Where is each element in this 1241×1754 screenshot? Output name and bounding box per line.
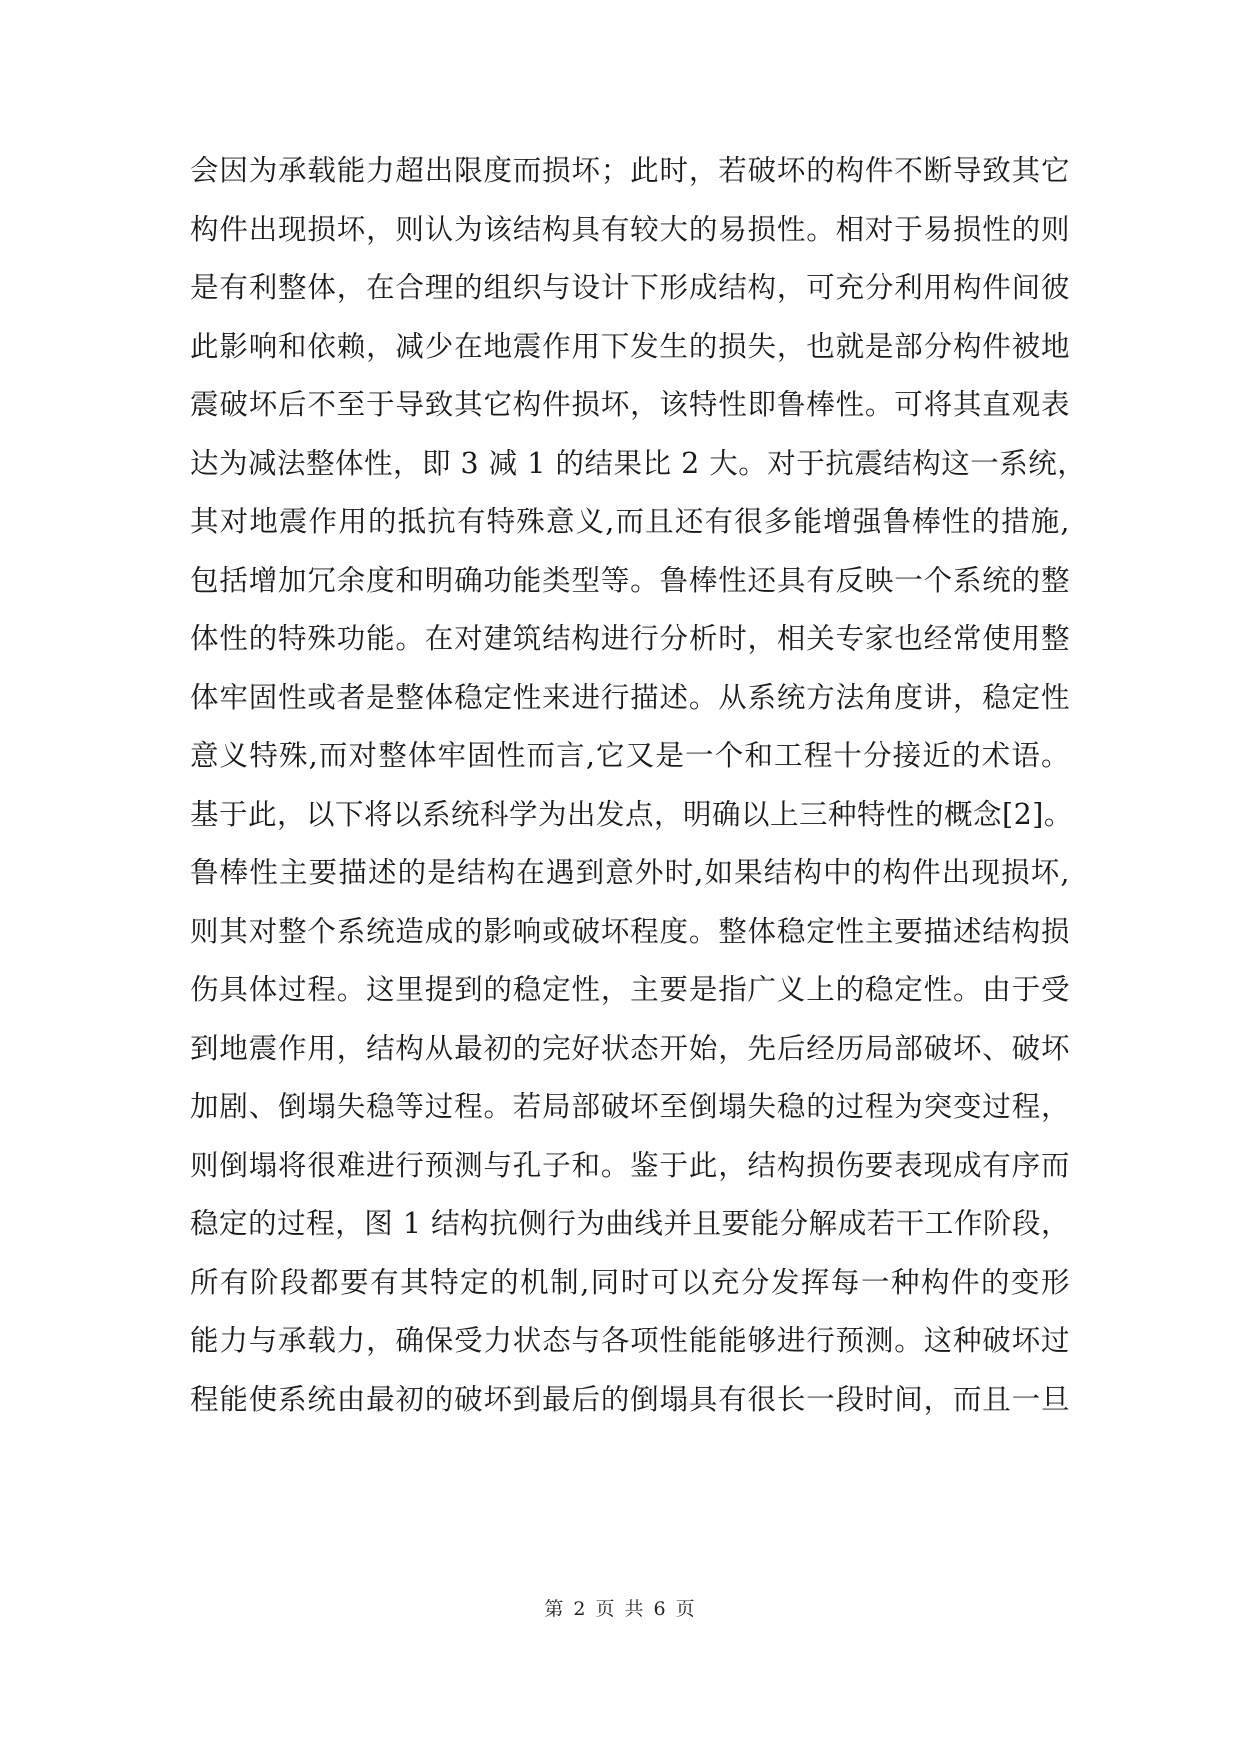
text-line-8: 包括增加冗余度和明确功能类型等。鲁棒性还具有反映一个系统的整 [190, 563, 1070, 597]
text-line-5: 震破坏后不至于导致其它构件损坏，该特性即鲁棒性。可将其直观表 [190, 388, 1070, 421]
text-line-20: 所有阶段都要有其特定的机制,同时可以充分发挥每一种构件的变形 [190, 1265, 1070, 1299]
text-line-16: 到地震作用，结构从最初的完好状态开始，先后经历局部破坏、破坏 [190, 1031, 1070, 1065]
text-line-15: 伤具体过程。这里提到的稳定性，主要是指广义上的稳定性。由于受 [190, 973, 1070, 1006]
text-line-4: 此影响和依赖，减少在地震作用下发生的损失，也就是部分构件被地 [190, 329, 1070, 363]
body-text [190, 142, 1087, 1429]
text-line-18: 则倒塌将很难进行预测与孔子和。鉴于此，结构损伤要表现成有序而 [190, 1148, 1070, 1182]
text-line-7: 其对地震作用的抵抗有特殊意义,而且还有很多能增强鲁棒性的措施, [190, 505, 1070, 538]
text-line-10: 体牢固性或者是整体稳定性来进行描述。从系统方法角度讲，稳定性 [190, 680, 1070, 714]
text-line-2: 构件出现损坏，则认为该结构具有较大的易损性。相对于易损性的则 [190, 212, 1070, 246]
text-line-17: 加剧、倒塌失稳等过程。若局部破坏至倒塌失稳的过程为突变过程， [190, 1090, 1070, 1123]
text-line-14: 则其对整个系统造成的影响或破坏程度。整体稳定性主要描述结构损 [190, 914, 1070, 948]
text-line-22: 程能使系统由最初的破坏到最后的倒塌具有很长一段时间，而且一旦 [190, 1382, 1070, 1416]
text-line-9: 体性的特殊功能。在对建筑结构进行分析时，相关专家也经常使用整 [190, 622, 1070, 655]
text-line-11: 意义特殊,而对整体牢固性而言,它又是一个和工程十分接近的术语。 [190, 739, 1070, 772]
text-line-6: 达为减法整体性，即 3 减 1 的结果比 2 大。对于抗震结构这一系统， [190, 446, 1087, 480]
text-line-19: 稳定的过程，图 1 结构抗侧行为曲线并且要能分解成若干工作阶段， [190, 1207, 1070, 1240]
text-line-3: 是有利整体，在合理的组织与设计下形成结构，可充分利用构件间彼 [190, 271, 1070, 304]
text-line-1: 会因为承载能力超出限度而损坏；此时，若破坏的构件不断导致其它 [190, 154, 1070, 187]
text-line-12: 基于此，以下将以系统科学为出发点，明确以上三种特性的概念[2]。 [190, 797, 1073, 831]
text-line-13: 鲁棒性主要描述的是结构在遇到意外时,如果结构中的构件出现损坏, [190, 856, 1070, 889]
page-number-footer: 第 2 页 共 6 页 [544, 1598, 697, 1620]
text-line-21: 能力与承载力，确保受力状态与各项性能能够进行预测。这种破坏过 [190, 1324, 1070, 1357]
